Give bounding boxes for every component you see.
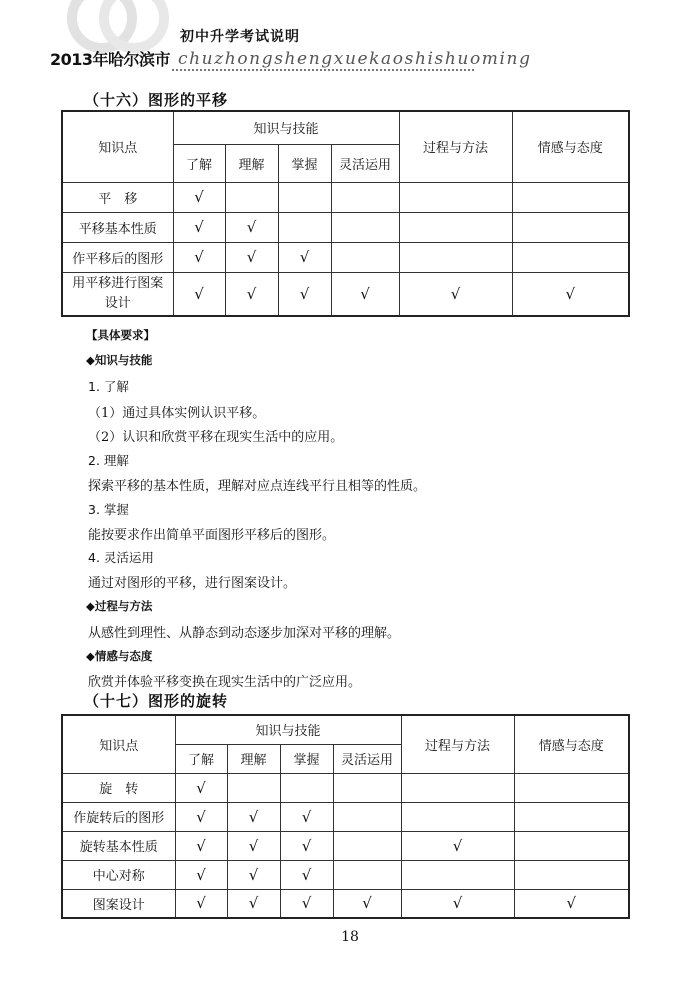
check-mark: √ bbox=[196, 865, 206, 884]
check-mark: √ bbox=[194, 284, 204, 303]
empty-cell bbox=[331, 212, 399, 242]
check-mark-cell bbox=[175, 802, 227, 831]
requirements-head: 【具体要求】 bbox=[86, 328, 155, 342]
check-mark: √ bbox=[196, 836, 206, 855]
subheader-master: 掌握 bbox=[280, 744, 333, 773]
check-mark-cell bbox=[175, 860, 227, 889]
header-knowledge-skills: 知识与技能 bbox=[175, 715, 401, 744]
process-method-head: ◆过程与方法 bbox=[86, 599, 153, 613]
check-mark-cell bbox=[227, 889, 280, 918]
check-mark: √ bbox=[301, 836, 312, 855]
knowledge-skills-head: ◆知识与技能 bbox=[86, 353, 153, 367]
check-mark: √ bbox=[246, 284, 257, 303]
table-row bbox=[62, 272, 629, 316]
knowledge-point-name: 作平移后的图形 bbox=[62, 242, 173, 272]
header-pinyin: chuzhongshengxuekaoshishuoming bbox=[178, 49, 532, 69]
translation-table-body bbox=[62, 182, 629, 316]
item-2-text: 探索平移的基本性质，理解对应点连线平行且相等的性质。 bbox=[88, 479, 427, 494]
check-mark-cell bbox=[399, 272, 512, 316]
check-mark-cell bbox=[173, 272, 225, 316]
item-1-head: 1. 了解 bbox=[88, 379, 129, 394]
header-emotion-attitude: 情感与态度 bbox=[512, 111, 629, 182]
table-row bbox=[62, 773, 629, 802]
empty-cell bbox=[331, 242, 399, 272]
header-process-method: 过程与方法 bbox=[399, 111, 512, 182]
check-mark: √ bbox=[452, 836, 463, 855]
page-number: 18 bbox=[341, 929, 359, 945]
knowledge-point-name-line: 用平移进行图案 bbox=[72, 275, 164, 291]
empty-cell bbox=[514, 802, 629, 831]
check-mark-cell bbox=[280, 802, 333, 831]
check-mark: √ bbox=[565, 284, 576, 303]
empty-cell bbox=[278, 212, 331, 242]
check-mark: √ bbox=[362, 894, 372, 913]
check-mark-cell bbox=[514, 889, 629, 918]
table-row bbox=[62, 212, 629, 242]
check-mark: √ bbox=[301, 807, 312, 826]
check-mark-cell bbox=[227, 831, 280, 860]
knowledge-point-name bbox=[62, 272, 173, 316]
check-mark: √ bbox=[248, 836, 259, 855]
check-mark: √ bbox=[360, 284, 370, 303]
check-mark: √ bbox=[301, 894, 312, 913]
check-mark-cell bbox=[227, 860, 280, 889]
knowledge-point-name: 旋 转 bbox=[62, 773, 175, 802]
check-mark-cell bbox=[280, 860, 333, 889]
subheader-apply: 灵活运用 bbox=[331, 144, 399, 182]
check-mark-cell bbox=[333, 889, 401, 918]
table-row bbox=[62, 831, 629, 860]
check-mark: √ bbox=[301, 865, 312, 884]
table-row bbox=[62, 860, 629, 889]
table-row bbox=[62, 889, 629, 918]
empty-cell bbox=[512, 182, 629, 212]
empty-cell bbox=[333, 831, 401, 860]
empty-cell bbox=[514, 773, 629, 802]
check-mark: √ bbox=[196, 894, 206, 913]
check-mark-cell bbox=[280, 889, 333, 918]
subheader-comprehend: 理解 bbox=[225, 144, 278, 182]
header-year-city: 2013年哈尔滨市 bbox=[50, 50, 171, 69]
subheader-understand: 了解 bbox=[175, 744, 227, 773]
check-mark-cell bbox=[175, 889, 227, 918]
check-mark-cell bbox=[175, 773, 227, 802]
item-4-text: 通过对图形的平移，进行图案设计。 bbox=[88, 576, 297, 591]
check-mark-cell bbox=[280, 831, 333, 860]
empty-cell bbox=[514, 831, 629, 860]
header-title: 初中升学考试说明 bbox=[180, 29, 300, 45]
translation-table bbox=[61, 110, 630, 317]
empty-cell bbox=[512, 212, 629, 242]
subheader-comprehend: 理解 bbox=[227, 744, 280, 773]
emotion-attitude-head: ◆情感与态度 bbox=[86, 649, 153, 663]
empty-cell bbox=[331, 182, 399, 212]
check-mark: √ bbox=[452, 894, 463, 913]
empty-cell bbox=[399, 212, 512, 242]
check-mark-cell bbox=[173, 242, 225, 272]
knowledge-point-name: 平 移 bbox=[62, 182, 173, 212]
empty-cell bbox=[333, 860, 401, 889]
header-process-method: 过程与方法 bbox=[401, 715, 514, 773]
knowledge-point-name: 平移基本性质 bbox=[62, 212, 173, 242]
empty-cell bbox=[333, 773, 401, 802]
check-mark: √ bbox=[248, 865, 259, 884]
empty-cell bbox=[401, 802, 514, 831]
subheader-master: 掌握 bbox=[278, 144, 331, 182]
header-divider bbox=[172, 69, 474, 71]
check-mark-cell bbox=[512, 272, 629, 316]
item-1-line-2: （2）认识和欣赏平移在现实生活中的应用。 bbox=[88, 430, 344, 445]
empty-cell bbox=[227, 773, 280, 802]
check-mark-cell bbox=[278, 242, 331, 272]
check-mark-cell bbox=[175, 831, 227, 860]
empty-cell bbox=[278, 182, 331, 212]
table-row bbox=[62, 802, 629, 831]
empty-cell bbox=[280, 773, 333, 802]
empty-cell bbox=[514, 860, 629, 889]
check-mark: √ bbox=[566, 894, 577, 913]
check-mark: √ bbox=[196, 778, 206, 797]
process-method-text: 从感性到理性、从静态到动态逐步加深对平移的理解。 bbox=[88, 626, 401, 641]
check-mark: √ bbox=[246, 218, 257, 236]
header-emotion-attitude: 情感与态度 bbox=[514, 715, 629, 773]
item-3-text: 能按要求作出简单平面图形平移后的图形。 bbox=[88, 528, 336, 543]
check-mark: √ bbox=[194, 188, 204, 206]
header-knowledge-point: 知识点 bbox=[62, 715, 175, 773]
knowledge-point-name: 作旋转后的图形 bbox=[62, 802, 175, 831]
item-2-head: 2. 理解 bbox=[88, 453, 129, 468]
section-16-title: （十六）图形的平移 bbox=[84, 91, 229, 109]
check-mark: √ bbox=[194, 248, 204, 266]
empty-cell bbox=[512, 242, 629, 272]
item-4-head: 4. 灵活运用 bbox=[88, 550, 154, 565]
knowledge-point-name: 旋转基本性质 bbox=[62, 831, 175, 860]
rotation-table bbox=[61, 714, 630, 919]
check-mark: √ bbox=[299, 248, 310, 266]
check-mark: √ bbox=[299, 284, 310, 303]
subheader-apply: 灵活运用 bbox=[333, 744, 401, 773]
empty-cell bbox=[401, 773, 514, 802]
empty-cell bbox=[333, 802, 401, 831]
check-mark-cell bbox=[173, 212, 225, 242]
check-mark: √ bbox=[246, 248, 257, 266]
check-mark-cell bbox=[401, 831, 514, 860]
check-mark-cell bbox=[401, 889, 514, 918]
emotion-attitude-text: 欣赏并体验平移变换在现实生活中的广泛应用。 bbox=[88, 675, 362, 690]
item-3-head: 3. 掌握 bbox=[88, 502, 129, 517]
item-1-line-1: （1）通过具体实例认识平移。 bbox=[88, 406, 266, 421]
check-mark-cell bbox=[225, 242, 278, 272]
section-17-title: （十七）图形的旋转 bbox=[84, 692, 229, 710]
check-mark: √ bbox=[248, 807, 259, 826]
check-mark-cell bbox=[331, 272, 399, 316]
check-mark-cell bbox=[225, 212, 278, 242]
rotation-table-body bbox=[62, 773, 629, 918]
knowledge-point-name: 图案设计 bbox=[62, 889, 175, 918]
header-knowledge-point: 知识点 bbox=[62, 111, 173, 182]
empty-cell bbox=[399, 242, 512, 272]
knowledge-point-name: 中心对称 bbox=[62, 860, 175, 889]
check-mark-cell bbox=[227, 802, 280, 831]
check-mark-cell bbox=[173, 182, 225, 212]
check-mark-cell bbox=[278, 272, 331, 316]
empty-cell bbox=[399, 182, 512, 212]
check-mark: √ bbox=[248, 894, 259, 913]
subheader-understand: 了解 bbox=[173, 144, 225, 182]
table-row bbox=[62, 182, 629, 212]
table-row bbox=[62, 242, 629, 272]
empty-cell bbox=[225, 182, 278, 212]
check-mark-cell bbox=[225, 272, 278, 316]
check-mark: √ bbox=[196, 807, 206, 826]
check-mark: √ bbox=[194, 218, 204, 236]
empty-cell bbox=[401, 860, 514, 889]
header-knowledge-skills: 知识与技能 bbox=[173, 111, 399, 144]
knowledge-point-name-line: 设计 bbox=[104, 295, 131, 311]
check-mark: √ bbox=[450, 284, 461, 303]
